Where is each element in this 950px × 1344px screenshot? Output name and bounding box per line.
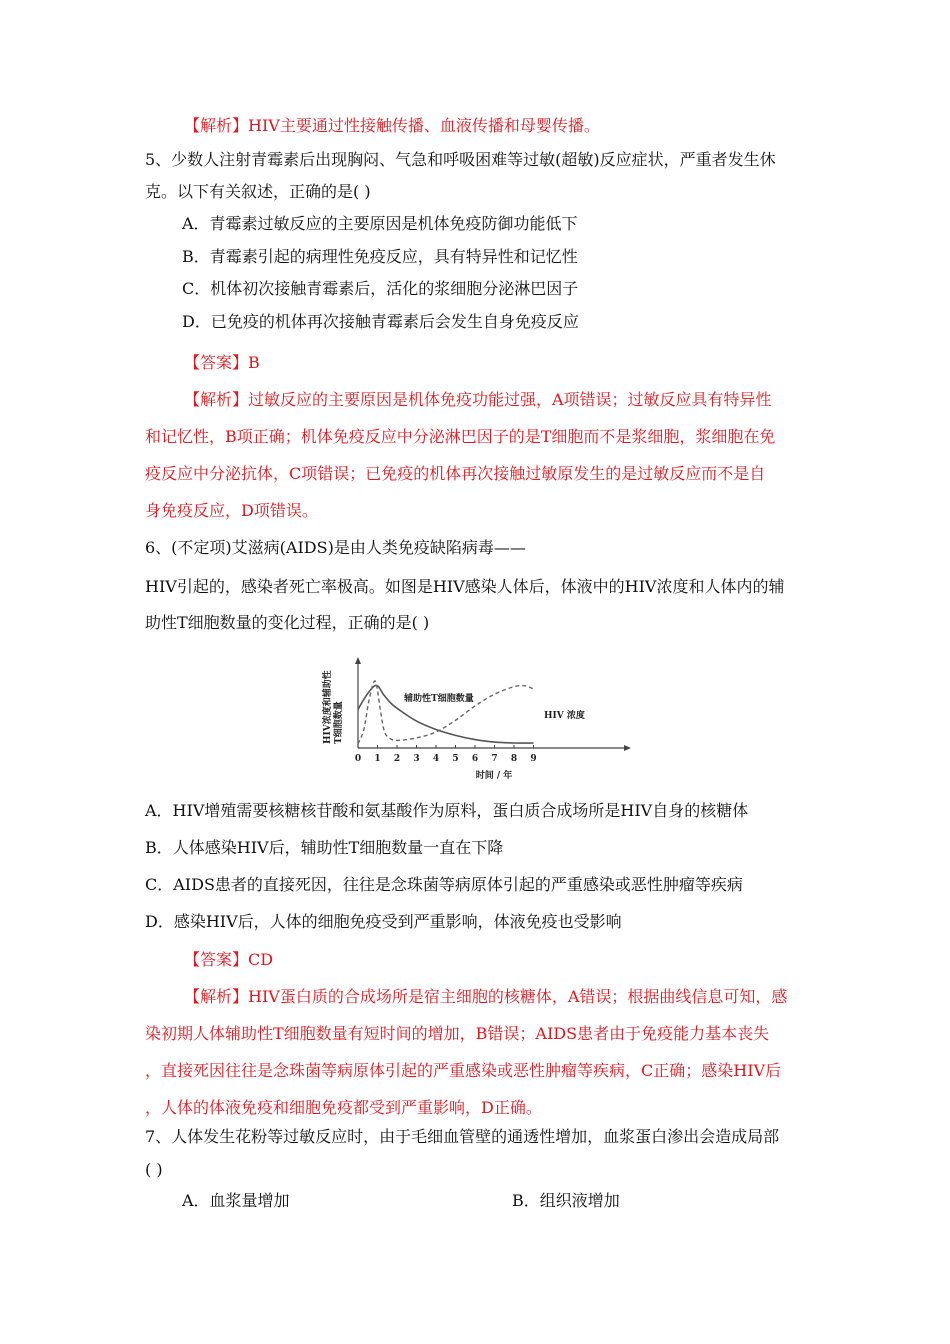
q7-option-a: A．血浆量增加 [182, 1191, 290, 1210]
q6-option-c: C．AIDS患者的直接死因，往往是念珠菌等病原体引起的严重感染或恶性肿瘤等疾病 [145, 875, 743, 894]
q5-analysis-line-2: 和记忆性，B项正确；机体免疫反应中分泌淋巴因子的是T细胞而不是浆细胞，浆细胞在免 [145, 427, 776, 446]
x-tick-label: 5 [452, 754, 459, 764]
q4-analysis: 【解析】HIV主要通过性接触传播、血液传播和母婴传播。 [184, 116, 600, 135]
x-tick-label: 2 [393, 754, 401, 764]
q7-stem-line-2: ( ) [145, 1160, 163, 1179]
q5-analysis-line-3: 疫反应中分泌抗体，C项错误；已免疫的机体再次接触过敏原发生的是过敏反应而不是自 [145, 464, 766, 483]
x-tick-label: 0 [354, 754, 362, 764]
q6-analysis-line-1: 【解析】HIV蛋白质的合成场所是宿主细胞的核糖体，A错误；根据曲线信息可知，感 [184, 987, 788, 1006]
q6-stem-line-1: 6、(不定项)艾滋病(AIDS)是由人类免疫缺陷病毒—— [145, 538, 526, 557]
x-tick-label: 1 [374, 754, 381, 764]
x-tick-label: 3 [413, 754, 420, 764]
q6-option-b: B．人体感染HIV后，辅助性T细胞数量一直在下降 [145, 838, 504, 857]
q6-stem-line-2: HIV引起的，感染者死亡率极高。如图是HIV感染人体后，体液中的HIV浓度和人体内的辅 [145, 577, 785, 596]
chart-ylabel-1: HIV浓度和辅助性 [323, 670, 333, 744]
x-tick-label: 9 [530, 754, 537, 764]
q7-option-b: B．组织液增加 [512, 1191, 620, 1210]
q5-stem-line-2: 克。以下有关叙述，正确的是( ) [145, 182, 371, 201]
hiv-series-line [358, 681, 534, 744]
chart-y-arrow [355, 657, 361, 664]
chart-ylabel-2: T细胞数量 [334, 701, 344, 744]
q7-stem-line-1: 7、人体发生花粉等过敏反应时，由于毛细血管壁的通透性增加，血浆蛋白渗出会造成局部 [145, 1127, 780, 1146]
chart-xlabel: 时间 / 年 [475, 771, 513, 781]
t-cell-legend: 辅助性T细胞数量 [404, 694, 474, 704]
q5-option-d: D．已免疫的机体再次接触青霉素后会发生自身免疫反应 [182, 312, 579, 331]
q5-stem-line-1: 5、少数人注射青霉素后出现胸闷、气急和呼吸困难等过敏(超敏)反应症状，严重者发生休 [145, 150, 776, 169]
hiv-chart [318, 656, 638, 784]
q5-answer: 【答案】B [184, 353, 260, 372]
q6-analysis-line-3: ，直接死因往往是念珠菌等病原体引起的严重感染或恶性肿瘤等疾病，C正确；感染HIV后 [145, 1061, 782, 1080]
q5-option-a: A．青霉素过敏反应的主要原因是机体免疫防御功能低下 [182, 214, 578, 233]
x-tick-label: 8 [510, 754, 518, 764]
q5-analysis-line-4: 身免疫反应，D项错误。 [145, 501, 318, 520]
q6-analysis-line-2: 染初期人体辅助性T细胞数量有短时间的增加，B错误；AIDS患者由于免疫能力基本丧失 [145, 1024, 770, 1043]
q5-analysis-line-1: 【解析】过敏反应的主要原因是机体免疫功能过强，A项错误；过敏反应具有特异性 [184, 390, 772, 409]
q6-stem-line-3: 助性T细胞数量的变化过程，正确的是( ) [145, 613, 430, 632]
q6-answer: 【答案】CD [184, 950, 274, 969]
x-tick-label: 7 [491, 754, 498, 764]
x-tick-label: 6 [471, 754, 479, 764]
x-tick-label: 4 [432, 754, 440, 764]
q6-analysis-line-4: ，人体的体液免疫和细胞免疫都受到严重影响，D正确。 [145, 1098, 542, 1117]
chart-x-arrow [624, 745, 631, 751]
hiv-legend: HIV 浓度 [544, 711, 585, 721]
q5-option-b: B．青霉素引起的病理性免疫反应，具有特异性和记忆性 [182, 247, 578, 266]
q5-option-c: C．机体初次接触青霉素后，活化的浆细胞分泌淋巴因子 [182, 279, 579, 298]
q6-option-a: A．HIV增殖需要核糖核苷酸和氨基酸作为原料，蛋白质合成场所是HIV自身的核糖体 [145, 801, 749, 820]
q6-option-d: D．感染HIV后，人体的细胞免疫受到严重影响，体液免疫也受影响 [145, 912, 622, 931]
